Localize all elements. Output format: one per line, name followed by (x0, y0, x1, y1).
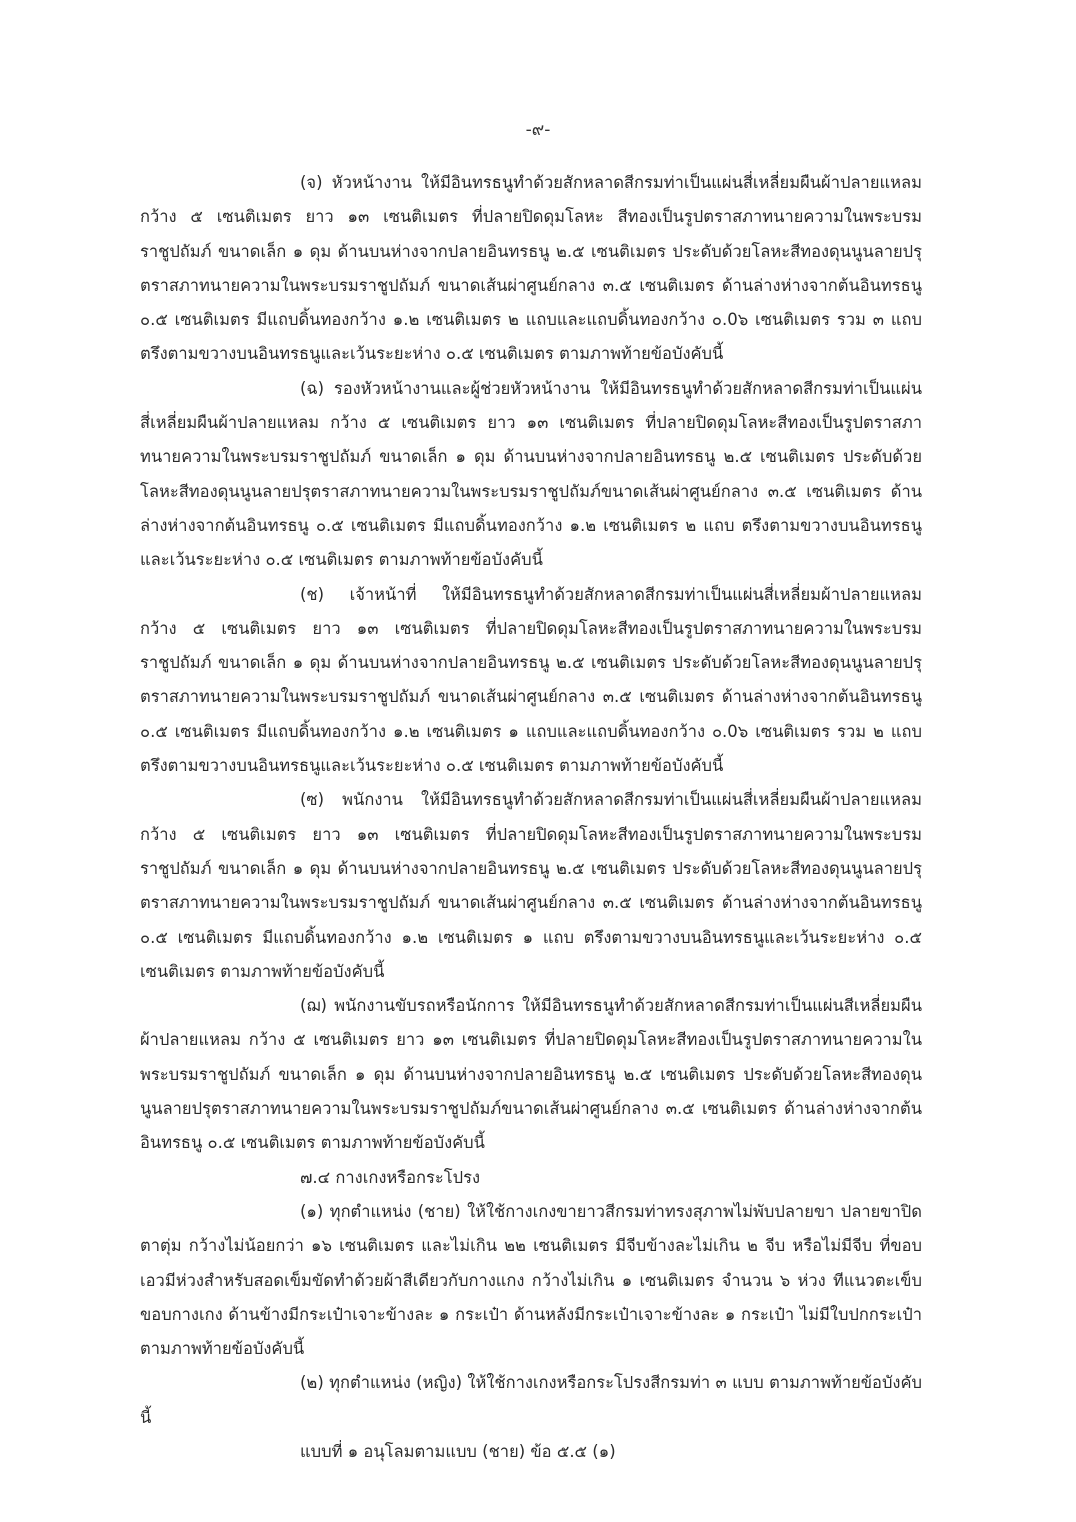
paragraph-chor-chang: (ช) เจ้าหน้าที่ ให้มีอินทรธนูทำด้วยสักหลาดสีกรมท่าเป็นแผ่นสี่เหลี่ยมผ้าปลายแหลม กว้าง ๕ เซนติเมตร ยาว ๑๓ เซนติเมตร ที่ปลายปิดดุมโลหะสีทองเป็นรูปตราสภาทนายความในพระบรมราชูปถัมภ์ ขนาดเล็ก ๑ ดุม ด้านบนห่างจากปลายอินทรธนู ๒.๕ เซนติเมตร ประดับด้วยโลหะสีทองดุนนูนลายปรุตราสภาทนายความในพระบรมราชูปถัมภ์ ขนาดเส้นผ่าศูนย์กลาง ๓.๕ เซนติเมตร ด้านล่างห่างจากต้นอินทรธนู ๐.๕ เซนติเมตร มีแถบดิ้นทองกว้าง ๑.๒ เซนติเมตร ๑ แถบและแถบดิ้นทองกว้าง ๐.0๖ เซนติเมตร รวม ๒ แถบ ตรึงตามขวางบนอินทรธนูและเว้นระยะห่าง ๐.๕ เซนติเมตร ตามภาพท้ายข้อบังคับนี้ (140, 584, 922, 776)
paragraph-chor: (ฉ) รองหัวหน้างานและผู้ช่วยหัวหน้างาน ให้มีอินทรธนูทำด้วยสักหลาดสีกรมท่าเป็นแผ่นสี่เหลี่ยมผืนผ้าปลายแหลม กว้าง ๕ เซนติเมตร ยาว ๑๓ เซนติเมตร ที่ปลายปิดดุมโลหะสีทองเป็นรูปตราสภาทนายความในพระบรมราชูปถัมภ์ ขนาดเล็ก ๑ ดุม ด้านบนห่างจากปลายอินทรธนู ๒.๕ เซนติเมตร ประดับด้วยโลหะสีทองดุนนูนลายปรุตราสภาทนายความในพระบรมราชูปถัมภ์ขนาดเส้นผ่าศูนย์กลาง ๓.๕ เซนติเมตร ด้านล่างห่างจากต้นอินทรธนู ๐.๕ เซนติเมตร มีแถบดิ้นทองกว้าง ๑.๒ เซนติเมตร ๒ แถบ ตรึงตามขวางบนอินทรธนูและเว้นระยะห่าง ๐.๕ เซนติเมตร ตามภาพท้ายข้อบังคับนี้ (140, 378, 922, 570)
paragraph-item-2: (๒) ทุกตำแหน่ง (หญิง) ให้ใช้กางเกงหรือกระโปรงสีกรมท่า ๓ แบบ ตามภาพท้ายข้อบังคับนี้ (140, 1373, 922, 1427)
paragraph-sor: (ซ) พนักงาน ให้มีอินทรธนูทำด้วยสักหลาดสีกรมท่าเป็นแผ่นสี่เหลี่ยมผืนผ้าปลายแหลม กว้าง ๕ เซนติเมตร ยาว ๑๓ เซนติเมตร ที่ปลายปิดดุมโลหะสีทองเป็นรูปตราสภาทนายความในพระบรมราชูปถัมภ์ ขนาดเล็ก ๑ ดุม ด้านบนห่างจากปลายอินทรธนู ๒.๕ เซนติเมตร ประดับด้วยโลหะสีทองดุนนูนลายปรุตราสภาทนายความในพระบรมราชูปถัมภ์ ขนาดเส้นผ่าศูนย์กลาง ๓.๕ เซนติเมตร ด้านล่างห่างจากต้นอินทรธนู ๐.๕ เซนติเมตร มีแถบดิ้นทองกว้าง ๑.๒ เซนติเมตร ๑ แถบ ตรึงตามขวางบนอินทรธนูและเว้นระยะห่าง ๐.๕ เซนติเมตร ตามภาพท้ายข้อบังคับนี้ (140, 790, 922, 981)
paragraph-j: (จ) หัวหน้างาน ให้มีอินทรธนูทำด้วยสักหลาดสีกรมท่าเป็นแผ่นสี่เหลี่ยมผืนผ้าปลายแหลม กว้าง ๕ เซนติเมตร ยาว ๑๓ เซนติเมตร ที่ปลายปิดดุมโลหะ สีทองเป็นรูปตราสภาทนายความในพระบรมราชูปถัมภ์ ขนาดเล็ก ๑ ดุม ด้านบนห่างจากปลายอินทรธนู ๒.๕ เซนติเมตร ประดับด้วยโลหะสีทองดุนนูนลายปรุตราสภาทนายความในพระบรมราชูปถัมภ์ ขนาดเส้นผ่าศูนย์กลาง ๓.๕ เซนติเมตร ด้านล่างห่างจากต้นอินทรธนู ๐.๕ เซนติเมตร มีแถบดิ้นทองกว้าง ๑.๒ เซนติเมตร ๒ แถบและแถบดิ้นทองกว้าง ๐.0๖ เซนติเมตร รวม ๓ แถบ ตรึงตามขวางบนอินทรธนูและเว้นระยะห่าง ๐.๕ เซนติเมตร ตามภาพท้ายข้อบังคับนี้ (140, 173, 922, 364)
paragraph-type-1: แบบที่ ๑ อนุโลมตามแบบ (ชาย) ข้อ ๕.๕ (๑) (300, 1441, 616, 1461)
section-heading-7-4: ๗.๔ กางเกงหรือกระโปรง (300, 1167, 481, 1187)
paragraph-chor-choe: (ฌ) พนักงานขับรถหรือนักการ ให้มีอินทรธนูทำด้วยสักหลาดสีกรมท่าเป็นแผ่นสีเหลี่ยมผืนผ้าปลายแหลม กว้าง ๕ เซนติเมตร ยาว ๑๓ เซนติเมตร ที่ปลายปิดดุมโลหะสีทองเป็นรูปตราสภาทนายความในพระบรมราชูปถัมภ์ ขนาดเล็ก ๑ ดุม ด้านบนห่างจากปลายอินทรธนู ๒.๕ เซนติเมตร ประดับด้วยโลหะสีทองดุนนูนลายปรุตราสภาทนายความในพระบรมราชูปถัมภ์ขนาดเส้นผ่าศูนย์กลาง ๓.๕ เซนติเมตร ด้านล่างห่างจากต้นอินทรธนู ๐.๕ เซนติเมตร ตามภาพท้ายข้อบังคับนี้ (140, 996, 922, 1153)
document-body (140, 166, 922, 1469)
page-number: -๙- (525, 120, 551, 140)
paragraph-item-1: (๑) ทุกตำแหน่ง (ชาย) ให้ใช้กางเกงขายาวสีกรมท่าทรงสุภาพไม่พับปลายขา ปลายขาปิดตาตุ่ม กว้างไม่น้อยกว่า ๑๖ เซนติเมตร และไม่เกิน ๒๒ เซนติเมตร มีจีบข้างละไม่เกิน ๒ จีบ หรือไม่มีจีบ ที่ขอบเอวมีห่วงสำหรับสอดเข็มขัดทำด้วยผ้าสีเดียวกับกางแกง กว้างไม่เกิน ๑ เซนติเมตร จำนวน ๖ ห่วง ทีแนวตะเข็บขอบกางเกง ด้านข้างมีกระเป๋าเจาะข้างละ ๑ กระเป๋า ด้านหลังมีกระเป๋าเจาะข้างละ ๑ กระเป๋า ไม่มีใบปกกระเป๋า ตามภาพท้ายข้อบังคับนี้ (140, 1201, 922, 1359)
